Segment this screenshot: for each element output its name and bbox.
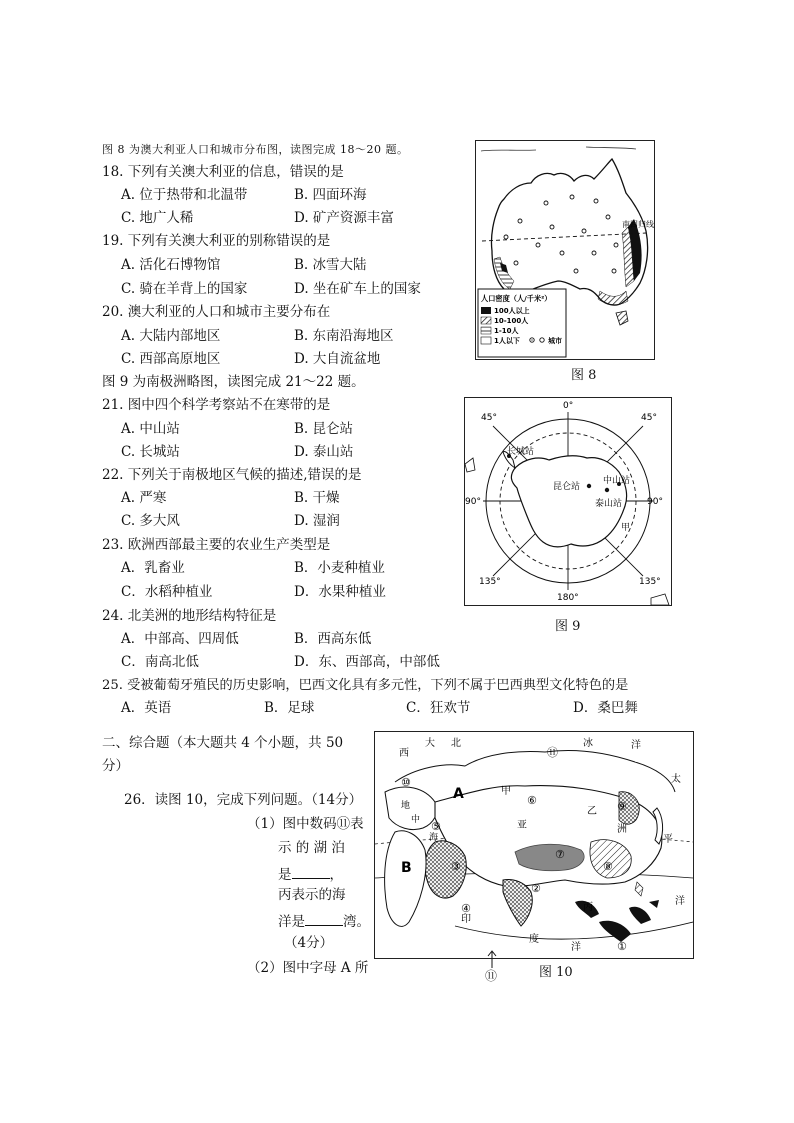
q26-p1-score: （4分） xyxy=(284,935,334,951)
q19-option-c[interactable]: C. 骑在羊背上的国家 xyxy=(121,281,248,297)
q26-p1-line1: （1）图中数码⑪表 xyxy=(247,816,364,832)
q24-option-d[interactable]: D．东、西部高，中部低 xyxy=(294,654,440,670)
q26-p1-line3-start: 是 xyxy=(278,867,292,883)
fig10-arrow-num-11: ⑪ xyxy=(485,969,498,983)
q23-option-a[interactable]: A．乳畜业 xyxy=(121,560,185,576)
q25-option-b[interactable]: B．足球 xyxy=(264,700,315,716)
label-B: B xyxy=(401,860,412,876)
q18-option-b[interactable]: B. 四面环海 xyxy=(294,187,367,203)
degree-180: 180° xyxy=(557,593,579,603)
figure-8-caption: 图 8 xyxy=(571,368,597,383)
antarctica-map-graphic xyxy=(465,398,671,605)
q20-stem: 20. 澳大利亚的人口和城市主要分布在 xyxy=(102,304,331,320)
label-zhong: 中 xyxy=(411,815,421,825)
kunlun-station-dot xyxy=(587,484,591,488)
label-A: A xyxy=(453,786,464,802)
q26-p1-line3 xyxy=(278,866,343,883)
q18-option-a[interactable]: A. 位于热带和北温带 xyxy=(121,187,248,203)
num-4: ④ xyxy=(461,902,471,915)
q23-option-b[interactable]: B．小麦种植业 xyxy=(294,560,385,576)
answer-blank-lake[interactable] xyxy=(292,866,330,879)
q23-stem: 23. 欧洲西部最主要的农业生产类型是 xyxy=(102,537,331,553)
label-jia: 甲 xyxy=(501,786,511,797)
q25-stem: 25. 受被葡萄牙殖民的历史影响，巴西文化具有多元性，下列不属于巴西典型文化特色的是 xyxy=(102,678,629,693)
num-6: ⑥ xyxy=(527,794,537,807)
q21-option-a[interactable]: A. 中山站 xyxy=(121,421,180,437)
figure-9-antarctica-map xyxy=(464,397,672,606)
num-11: ⑪ xyxy=(547,746,558,759)
q26-p1-line5 xyxy=(278,913,370,930)
q19-option-b[interactable]: B. 冰雪大陆 xyxy=(294,257,367,273)
figure-10-asia-map xyxy=(374,731,694,959)
num-2: ② xyxy=(531,882,541,895)
population-legend xyxy=(478,289,566,357)
q20-option-c[interactable]: C. 西部高原地区 xyxy=(121,351,221,367)
q25-option-c[interactable]: C．狂欢节 xyxy=(406,700,471,716)
q23-option-d[interactable]: D．水果种植业 xyxy=(294,584,386,600)
num-5: ⑤ xyxy=(431,820,441,833)
label-yang-pacific: 洋 xyxy=(675,896,685,907)
degree-90-left: 90° xyxy=(465,497,481,507)
q26-p2-line1: （2）图中字母 A 所 xyxy=(247,960,369,976)
answer-blank-bay[interactable] xyxy=(305,913,343,926)
q20-option-b[interactable]: B. 东南沿海地区 xyxy=(294,328,394,344)
label-yang: 洋 xyxy=(571,942,581,953)
label-yin: 印 xyxy=(461,914,471,925)
q20-option-d[interactable]: D. 大自流盆地 xyxy=(294,351,381,367)
label-taishan-station: 泰山站 xyxy=(595,499,623,509)
zhongshan-station-dot xyxy=(605,488,609,492)
legend-item-2: 10-100人 xyxy=(494,317,529,325)
degree-90-right: 90° xyxy=(647,497,663,507)
q20-option-a[interactable]: A. 大陆内部地区 xyxy=(121,328,221,344)
num-10: ⑩ xyxy=(401,776,411,789)
num-8: ⑧ xyxy=(603,860,613,873)
label-hai: 海 xyxy=(429,833,439,843)
num-9: ⑨ xyxy=(617,800,627,813)
degree-45-left: 45° xyxy=(481,413,497,423)
degree-45-right: 45° xyxy=(641,413,657,423)
legend-item-1: 100人以上 xyxy=(494,307,530,315)
q25-option-a[interactable]: A．英语 xyxy=(121,700,172,716)
label-kunlun-station: 昆仑站 xyxy=(553,482,581,492)
q21-option-d[interactable]: D. 泰山站 xyxy=(294,444,354,460)
q25-option-d[interactable]: D．桑巴舞 xyxy=(573,700,638,716)
q18-option-c[interactable]: C. 地广人稀 xyxy=(121,210,194,226)
q21-option-b[interactable]: B. 昆仑站 xyxy=(294,421,354,437)
q22-stem: 22. 下列关于南极地区气候的描述,错误的是 xyxy=(102,467,362,483)
q21-stem: 21. 图中四个科学考察站不在寒带的是 xyxy=(102,397,331,413)
q26-p1-line5-start: 洋是 xyxy=(278,914,305,930)
q26-p1-line4: 丙表示的海 xyxy=(278,887,346,903)
q26-p1-line3-end: ， xyxy=(329,867,343,883)
label-zhou: 洲 xyxy=(617,824,627,835)
q24-option-a[interactable]: A．中部高、四周低 xyxy=(121,631,239,647)
label-zhongshan-station: 中山站 xyxy=(603,476,631,486)
legend-item-3: 1-10人 xyxy=(494,327,519,335)
q26-p1-line5-end: 湾。 xyxy=(343,914,370,930)
q18-stem: 18. 下列有关澳大利亚的信息，错误的是 xyxy=(102,164,344,180)
q24-option-b[interactable]: B．西高东低 xyxy=(294,631,372,647)
legend-item-4: 1人以下 xyxy=(494,337,520,345)
q19-option-a[interactable]: A. 活化石博物馆 xyxy=(121,257,221,273)
q23-option-c[interactable]: C．水稻种植业 xyxy=(121,584,213,600)
label-bing-arctic: 冰 xyxy=(583,738,593,749)
q22-option-b[interactable]: B. 干燥 xyxy=(294,490,340,506)
q26-stem: 26．读图 10，完成下列问题。（14分） xyxy=(124,792,363,808)
degree-0: 0° xyxy=(563,401,574,411)
label-ya: 亚 xyxy=(517,820,527,831)
num-1: ① xyxy=(617,940,627,953)
legend-title: 人口密度（人/千米²） xyxy=(481,294,552,303)
q24-option-c[interactable]: C．南高北低 xyxy=(121,654,199,670)
num-7: ⑦ xyxy=(555,848,565,861)
label-yang-arctic: 洋 xyxy=(631,740,641,751)
q22-option-c[interactable]: C. 多大风 xyxy=(121,513,180,529)
figure-9-caption: 图 9 xyxy=(555,619,581,634)
tasmania xyxy=(616,311,628,325)
australia-map-graphic xyxy=(476,141,654,359)
label-tai: 太 xyxy=(671,774,681,785)
label-xi: 西 xyxy=(399,748,409,759)
num-3: ③ xyxy=(451,860,461,873)
label-ping: 平 xyxy=(663,834,673,845)
intro-fig8: 图 8 为澳大利亚人口和城市分布图，读图完成 18～20 题。 xyxy=(102,143,409,156)
label-di: 地 xyxy=(401,801,411,811)
q24-stem: 24. 北美洲的地形结构特征是 xyxy=(102,608,277,624)
figure-10-caption: 图 10 xyxy=(539,965,573,980)
q21-option-c[interactable]: C. 长城站 xyxy=(121,444,180,460)
q22-option-a[interactable]: A. 严寒 xyxy=(121,490,167,506)
q19-option-d[interactable]: D. 坐在矿车上的国家 xyxy=(294,281,421,297)
intro-fig9: 图 9 为南极洲略图，读图完成 21～22 题。 xyxy=(102,374,365,390)
q18-option-d[interactable]: D. 矿产资源丰富 xyxy=(294,210,394,226)
q26-p1-line2: 示 的 湖 泊 xyxy=(278,840,345,856)
label-changcheng-station: 长城站 xyxy=(507,447,535,457)
section2-heading-line2: 分） xyxy=(102,758,129,774)
legend-city: 城市 xyxy=(548,337,562,345)
degree-135-left: 135° xyxy=(479,577,501,587)
figure-8-australia-map xyxy=(475,140,655,360)
q19-stem: 19. 下列有关澳大利亚的别称错误的是 xyxy=(102,233,331,249)
section2-heading-line1: 二、综合题（本大题共 4 个小题，共 50 xyxy=(102,735,344,751)
label-du: 度 xyxy=(529,934,539,945)
asia-map-graphic xyxy=(375,732,693,958)
label-jia: 甲 xyxy=(621,523,631,533)
q22-option-d[interactable]: D. 湿润 xyxy=(294,513,340,529)
label-bei: 北 xyxy=(451,738,461,749)
label-da: 大 xyxy=(425,738,435,749)
degree-135-right: 135° xyxy=(639,577,661,587)
label-bing: 丙 xyxy=(583,902,593,913)
tropic-label: 南回归线 xyxy=(622,220,654,229)
label-yi: 乙 xyxy=(587,806,597,817)
